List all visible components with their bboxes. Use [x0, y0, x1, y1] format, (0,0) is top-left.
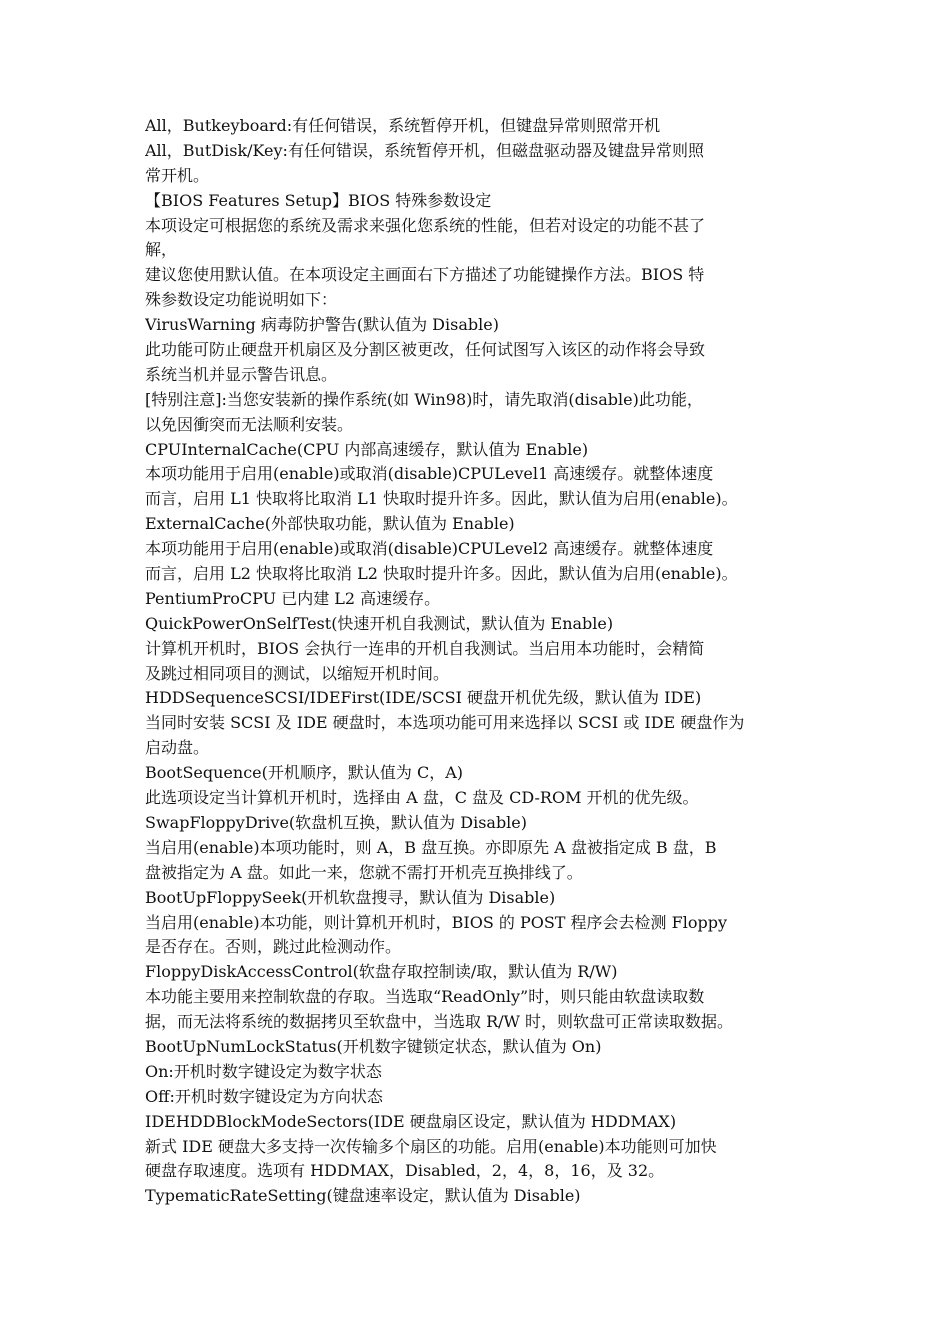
text-line: 新式 IDE 硬盘大多支持一次传输多个扇区的功能。启用(enable)本功能则可加快 — [145, 1136, 717, 1156]
text-line: 盘被指定为 A 盘。如此一来，您就不需打开机壳互换排线了。 — [145, 862, 583, 882]
text-line: [特别注意]:当您安装新的操作系统(如 Win98)时，请先取消(disable)此功能， — [145, 389, 703, 409]
text-line: 当启用(enable)本项功能时，则 A，B 盘互换。亦即原先 A 盘被指定成 B 盘，B — [145, 837, 717, 857]
text-line: Off:开机时数字键设定为方向状态 — [145, 1086, 383, 1106]
setting-title: TypematicRateSetting(键盘速率设定，默认值为 Disable) — [145, 1186, 581, 1206]
text-line: 以免因衝突而无法顺利安装。 — [145, 414, 354, 434]
text-line: 当同时安装 SCSI 及 IDE 硬盘时，本选项功能可用来选择以 SCSI 或 IDE 硬盘作为 — [145, 713, 745, 733]
setting-title: BootUpNumLockStatus(开机数字键锁定状态，默认值为 On) — [145, 1036, 602, 1056]
text-line: 据，而无法将系统的数据拷贝至软盘中，当选取 R/W 时，则软盘可正常读取数据。 — [145, 1012, 734, 1032]
setting-title: SwapFloppyDrive(软盘机互换，默认值为 Disable) — [145, 812, 528, 832]
setting-title: BootSequence(开机顺序，默认值为 C，A) — [145, 763, 464, 783]
text-line: On:开机时数字键设定为数字状态 — [145, 1061, 382, 1081]
text-line: 常开机。 — [145, 165, 210, 185]
text-line: 当启用(enable)本功能，则计算机开机时，BIOS 的 POST 程序会去检测 Floppy — [145, 912, 728, 932]
text-line: All，Butkeyboard:有任何错误，系统暂停开机，但键盘异常则照常开机 — [145, 116, 661, 135]
text-line: 而言，启用 L2 快取将比取消 L2 快取时提升许多。因此，默认值为启用(enable)。 — [145, 564, 738, 584]
text-line: 系统当机并显示警告讯息。 — [145, 364, 338, 384]
text-line: 启动盘。 — [145, 738, 210, 758]
text-line: All，ButDisk/Key:有任何错误，系统暂停开机，但磁盘驱动器及键盘异常则照 — [145, 140, 704, 160]
text-line: 本功能主要用来控制软盘的存取。当选取“ReadOnly”时，则只能由软盘读取数 — [145, 987, 705, 1007]
setting-title: HDDSequenceSCSI/IDEFirst(IDE/SCSI 硬盘开机优先级，默认值为 IDE) — [145, 688, 702, 708]
text-line: 硬盘存取速度。选项有 HDDMAX，Disabled，2，4，8，16，及 32。 — [145, 1161, 665, 1181]
text-line: 本项功能用于启用(enable)或取消(disable)CPULevel2 高速缓存。就整体速度 — [145, 539, 714, 559]
setting-title: QuickPowerOnSelfTest(快速开机自我测试，默认值为 Enable) — [145, 613, 614, 633]
text-line: 此功能可防止硬盘开机扇区及分割区被更改，任何试图写入该区的动作将会导致 — [145, 340, 706, 360]
setting-title: ExternalCache(外部快取功能，默认值为 Enable) — [145, 514, 515, 534]
section-heading: 【BIOS Features Setup】BIOS 特殊参数设定 — [145, 190, 492, 210]
text-line: 是否存在。否则，跳过此检测动作。 — [145, 937, 402, 957]
setting-title: BootUpFloppySeek(开机软盘搜寻，默认值为 Disable) — [145, 887, 556, 907]
text-line: 计算机开机时，BIOS 会执行一连串的开机自我测试。当启用本功能时，会精简 — [145, 638, 705, 658]
text-line: 本项设定可根据您的系统及需求来强化您系统的性能，但若对设定的功能不甚了 — [145, 215, 706, 235]
text-line: 本项功能用于启用(enable)或取消(disable)CPULevel1 高速缓存。就整体速度 — [145, 464, 714, 484]
text-line: 解， — [145, 240, 178, 260]
text-line: 及跳过相同项目的测试，以缩短开机时间。 — [145, 663, 450, 683]
text-line: 建议您使用默认值。在本项设定主画面右下方描述了功能键操作方法。BIOS 特 — [145, 265, 705, 285]
text-line: 而言，启用 L1 快取将比取消 L1 快取时提升许多。因此，默认值为启用(enable)。 — [145, 489, 738, 509]
text-line: 殊参数设定功能说明如下： — [145, 290, 338, 310]
setting-title: VirusWarning 病毒防护警告(默认值为 Disable) — [145, 315, 499, 335]
setting-title: CPUInternalCache(CPU 内部高速缓存，默认值为 Enable) — [145, 439, 589, 459]
setting-title: IDEHDDBlockModeSectors(IDE 硬盘扇区设定，默认值为 HDDMAX) — [145, 1111, 677, 1131]
text-line: PentiumProCPU 已内建 L2 高速缓存。 — [145, 588, 441, 608]
document-page — [145, 114, 815, 1209]
text-line: 此选项设定当计算机开机时，选择由 A 盘，C 盘及 CD-ROM 开机的优先级。 — [145, 788, 699, 808]
setting-title: FloppyDiskAccessControl(软盘存取控制读/取，默认值为 R/W) — [145, 962, 618, 982]
